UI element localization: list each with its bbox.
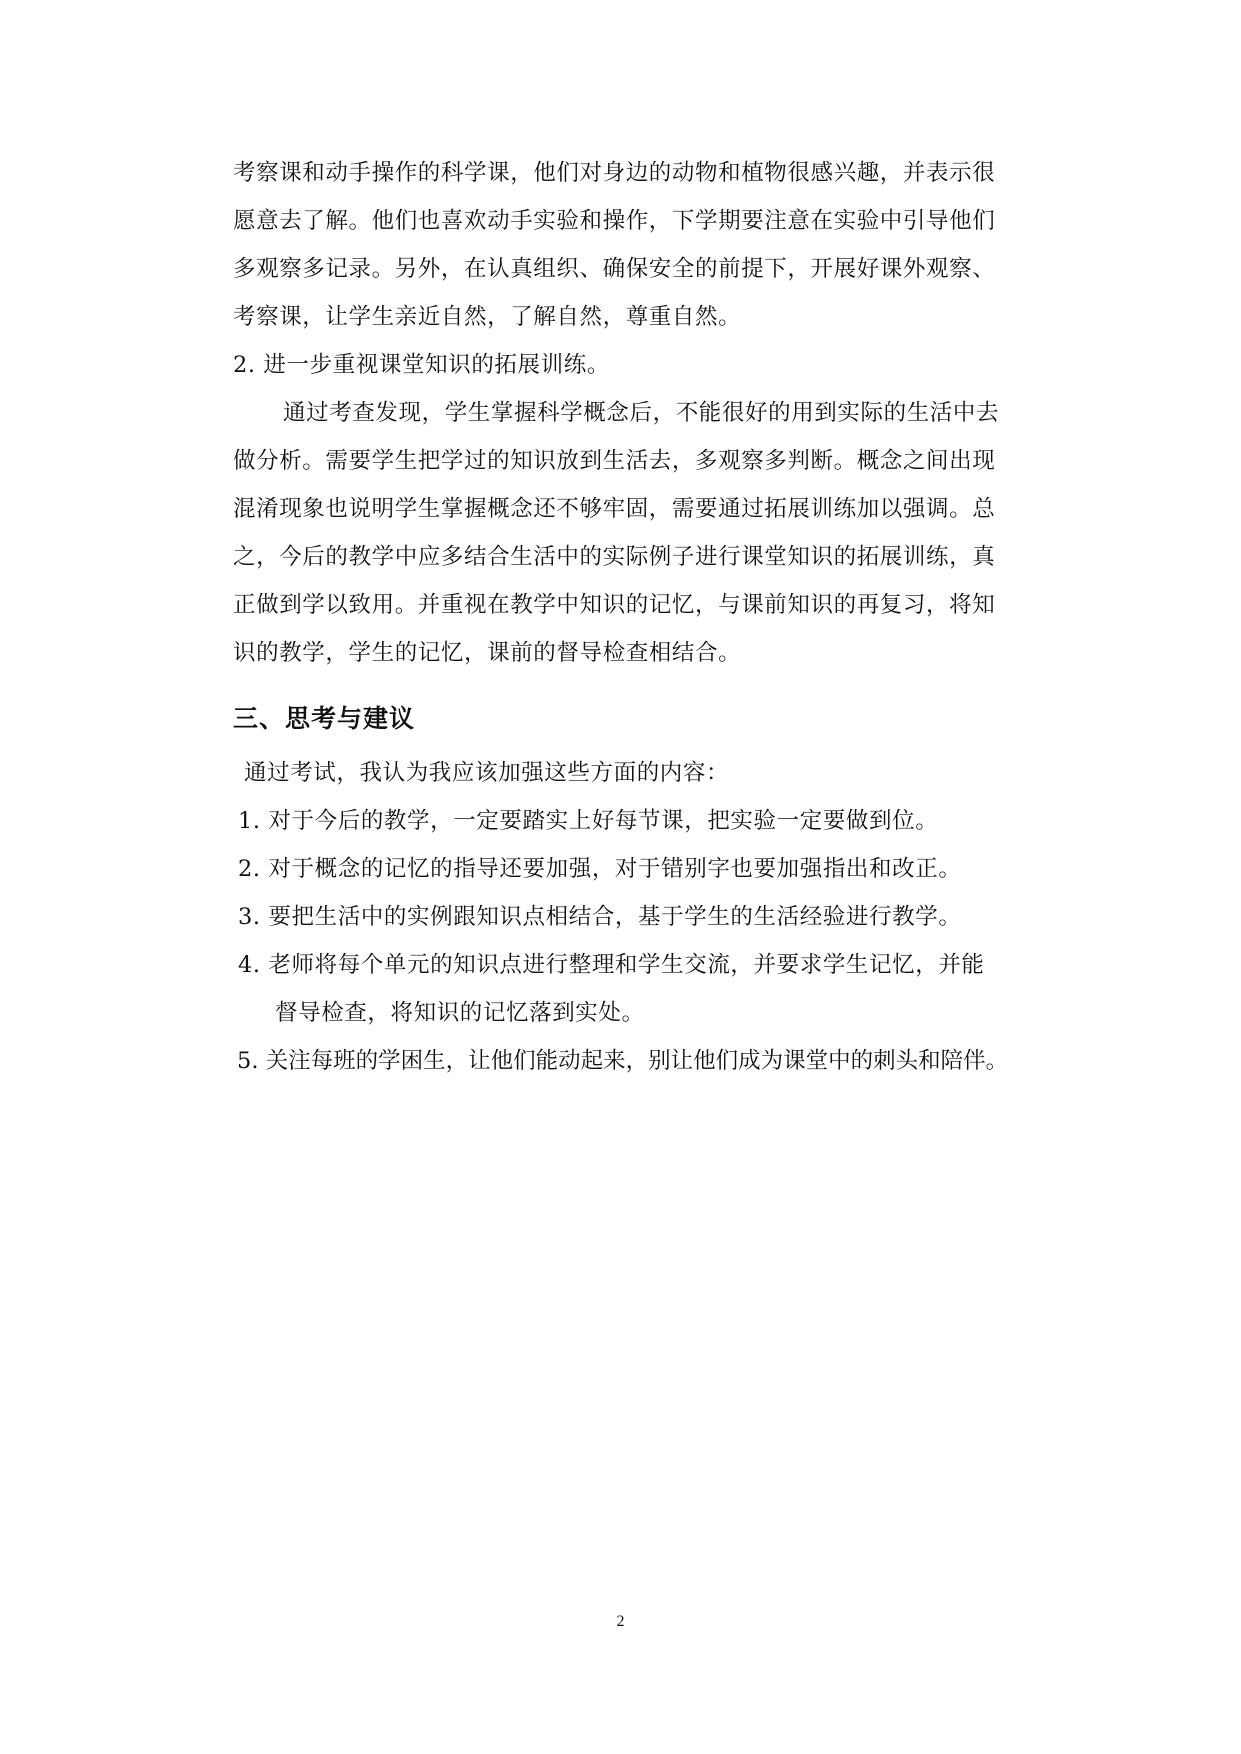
body-line-9: 之，今后的教学中应多结合生活中的实际例子进行课堂知识的拓展训练，真 [233, 544, 996, 570]
body-line-4: 考察课，让学生亲近自然，了解自然，尊重自然。 [233, 304, 742, 330]
suggestion-item-1: 1. 对于今后的教学，一定要踏实上好每节课，把实验一定要做到位。 [238, 808, 939, 834]
body-line-3: 多观察多记录。另外，在认真组织、确保安全的前提下，开展好课外观察、 [233, 256, 996, 282]
body-line-6: 通过考查发现，学生掌握科学概念后，不能很好的用到实际的生活中去 [283, 400, 1000, 426]
body-line-2: 愿意去了解。他们也喜欢动手实验和操作，下学期要注意在实验中引导他们 [233, 208, 996, 234]
suggestion-item-2: 2. 对于概念的记忆的指导还要加强，对于错别字也要加强指出和改正。 [238, 856, 962, 882]
body-line-1: 考察课和动手操作的科学课，他们对身边的动物和植物很感兴趣，并表示很 [233, 160, 996, 186]
suggestion-item-4: 4. 老师将每个单元的知识点进行整理和学生交流，并要求学生记忆，并能 [238, 952, 985, 978]
subheading-2: 2. 进一步重视课堂知识的拓展训练。 [233, 352, 610, 378]
page-number: 2 [616, 1613, 625, 1630]
section-heading: 三、思考与建议 [233, 704, 416, 733]
section-intro: 通过考试，我认为我应该加强这些方面的内容： [244, 760, 730, 786]
suggestion-item-3: 3. 要把生活中的实例跟知识点相结合，基于学生的生活经验进行教学。 [238, 904, 962, 930]
suggestion-item-4-continued: 督导检查，将知识的记忆落到实处。 [275, 1000, 645, 1026]
suggestion-item-5: 5. 关注每班的学困生，让他们能动起来，别让他们成为课堂中的刺头和陪伴。 [237, 1048, 1009, 1074]
body-line-10: 正做到学以致用。并重视在教学中知识的记忆，与课前知识的再复习，将知 [233, 592, 996, 618]
body-line-7: 做分析。需要学生把学过的知识放到生活去，多观察多判断。概念之间出现 [233, 448, 996, 474]
body-line-11: 识的教学，学生的记忆，课前的督导检查相结合。 [233, 640, 742, 666]
body-line-8: 混淆现象也说明学生掌握概念还不够牢固，需要通过拓展训练加以强调。总 [233, 496, 996, 522]
